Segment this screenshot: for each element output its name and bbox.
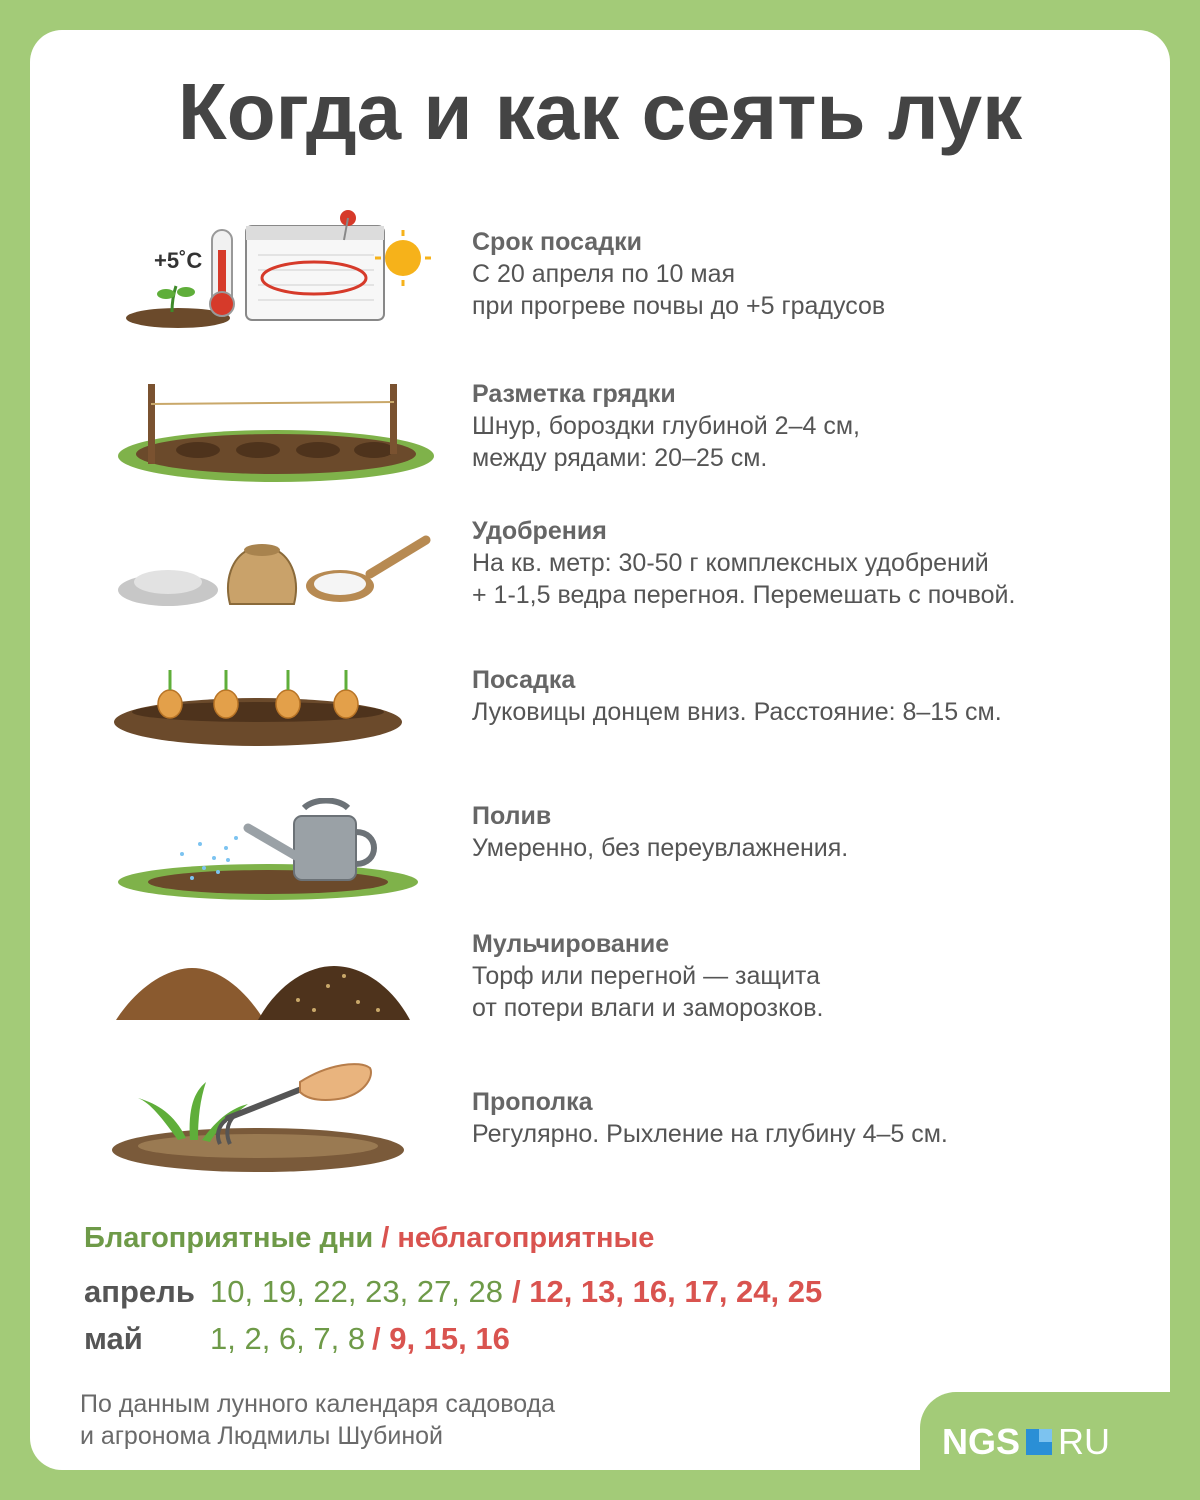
logo-text-left: NGS [942, 1421, 1021, 1462]
legend-separator: / [381, 1222, 390, 1254]
logo-text-right: RU [1058, 1421, 1111, 1462]
logo-square-icon [1026, 1429, 1052, 1455]
month-label: апрель [84, 1274, 195, 1309]
favorable-days: 10, 19, 22, 23, 27, 28 [210, 1274, 504, 1309]
step-body: Торф или перегной — защита от потери влаги и заморозков. [472, 962, 824, 1022]
days-legend [84, 1220, 654, 1256]
favorable-days: 1, 2, 6, 7, 8 [210, 1321, 366, 1356]
step-body: На кв. метр: 30-50 г комплексных удобрений + 1-1,5 ведра перегноя. Перемешать с почвой. [472, 549, 1016, 609]
source-note: По данным лунного календаря садовода и агронома Людмилы Шубиной [80, 1390, 556, 1450]
step-title: Разметка грядки [472, 380, 676, 408]
step-title: Срок посадки [472, 228, 642, 256]
svg-text:+5˚C: +5˚C [154, 248, 203, 273]
step-title: Полив [472, 802, 552, 830]
mulch-piles-icon [108, 950, 438, 1030]
fertilizer-sack-and-scoop-icon [108, 530, 438, 610]
favorable-label: Благоприятные дни [84, 1222, 374, 1254]
step-body: С 20 апреля по 10 мая при прогреве почвы до +5 градусов [472, 260, 886, 320]
unfavorable-label: неблагоприятные [397, 1222, 655, 1254]
step-title: Посадка [472, 666, 576, 694]
step-title: Мульчирование [472, 930, 670, 958]
step-body: Шнур, бороздки глубиной 2–4 см, между рядами: 20–25 см. [472, 412, 860, 472]
step-body: Умеренно, без переувлажнения. [472, 834, 849, 862]
step-body: Луковицы донцем вниз. Расстояние: 8–15 см. [472, 698, 1002, 726]
onion-bulbs-in-soil-icon [108, 660, 438, 755]
unfavorable-days: / 9, 15, 16 [372, 1321, 510, 1356]
month-label: май [84, 1321, 143, 1356]
step-body: Регулярно. Рыхление на глубину 4–5 см. [472, 1120, 948, 1148]
ngs-logo[interactable] [942, 1420, 1110, 1464]
step-title: Удобрения [472, 517, 607, 545]
garden-bed-with-string-icon [108, 378, 438, 488]
unfavorable-days: / 12, 13, 16, 17, 24, 25 [512, 1274, 823, 1309]
calendar-thermometer-sun-icon [108, 200, 438, 330]
step-title: Прополка [472, 1088, 593, 1116]
page-title: Когда и как сеять лук [177, 67, 1023, 156]
watering-can-icon [108, 798, 438, 908]
hand-cultivator-icon [108, 1052, 438, 1177]
